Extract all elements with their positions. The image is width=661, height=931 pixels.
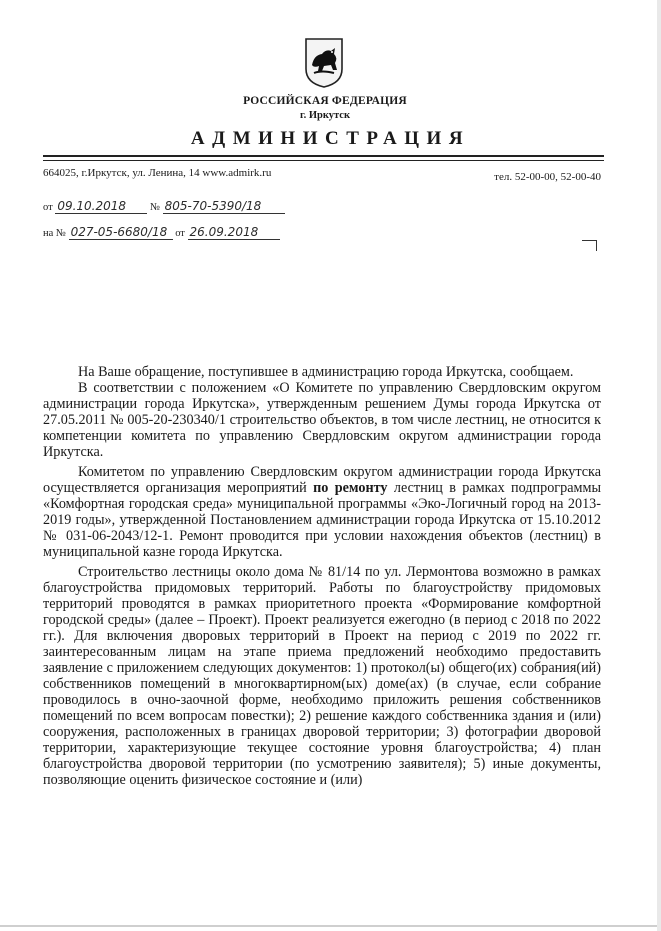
phone-line: тел. 52-00-00, 52-00-40 [494, 171, 601, 183]
header-divider-thin [43, 160, 604, 161]
coat-of-arms-icon [304, 37, 344, 89]
city-name: г. Иркутск [300, 110, 350, 121]
paragraph-competence: В соответствии с положением «О Комитете по управлению Свердловским округом администрации города Иркутска», утвержденным решением Думы города Иркутска от 27.05.2011 № 005-20-230340/1 строительство объектов, в том числе лестниц, не относится к компетенции комитета по управлению Свердловским округом администрации города Иркутска. [43, 380, 601, 460]
outgoing-number: 805-70-5390/18 [163, 200, 285, 214]
paragraph-intro: На Ваше обращение, поступившее в администрацию города Иркутска, сообщаем. [78, 364, 574, 380]
reply-label: на № [43, 228, 66, 239]
page-title: АДМИНИСТРАЦИЯ [190, 128, 471, 149]
address-line: 664025, г.Иркутск, ул. Ленина, 14 www.admirk.ru [43, 167, 272, 179]
paragraph-repair: Комитетом по управлению Свердловским округом администрации города Иркутска осуществляется организация мероприятий по ремонту лестниц в рамках подпрограммы «Комфортная городская среда» муниципальной программы «Эко-Логичный город на 2013-2019 годы», утвержденной Постановлением администрации города Иркутска от 15.10.2012 № 031-06-2043/12-1. Ремонт проводится при условии нахождения объектов (лестниц) в муниципальной казне города Иркутска. [43, 464, 601, 560]
number-label: № [149, 202, 160, 213]
header-divider-thick [43, 155, 604, 157]
from-label: от [43, 202, 53, 213]
incoming-date: 26.09.2018 [188, 226, 280, 240]
incoming-reference [43, 226, 280, 240]
country-name: РОССИЙСКАЯ ФЕДЕРАЦИЯ [243, 95, 407, 107]
incoming-number: 027-05-6680/18 [69, 226, 173, 240]
paragraph-construction: Строительство лестницы около дома № 81/14 по ул. Лермонтова возможно в рамках благоустройства придомовых территорий. Работы по благоустройству придомовых территорий проводятся в рамках приоритетного проекта «Формирование комфортной городской среды» (далее – Проект). Проект реализуется ежегодно (в период с 2018 по 2022 гг.). Для включения дворовых территорий в Проект на период с 2019 по 2022 гг. заинтересованным лицам на этапе приема предложений необходимо предоставить заявление с приложением следующих документов: 1) протокол(ы) общего(их) собрания(ий) собственников помещений в многоквартирном(ых) доме(ах) (в случае, если собрание проводилось в очно-заочной форме, необходимо приложить решения собственников помещений по всем вопросам повестки); 2) решение каждого собственника здания и (или) сооружения, расположенных в границах дворовой территории; 3) фотографии дворовой территории, характеризующие текущее состояние уровня благоустройства; 4) план благоустройства дворовой территории (по усмотрению заявителя); 5) иные документы, позволяющие оценить физическое состояние и (или) [43, 564, 601, 788]
scan-edge [657, 0, 661, 931]
reply-from-label: от [175, 228, 185, 239]
outgoing-reference [43, 200, 285, 214]
letter-body [43, 364, 601, 788]
emphasis-repair: по ремонту [313, 480, 388, 496]
addressee-corner-mark [582, 240, 597, 251]
outgoing-date: 09.10.2018 [55, 200, 147, 214]
